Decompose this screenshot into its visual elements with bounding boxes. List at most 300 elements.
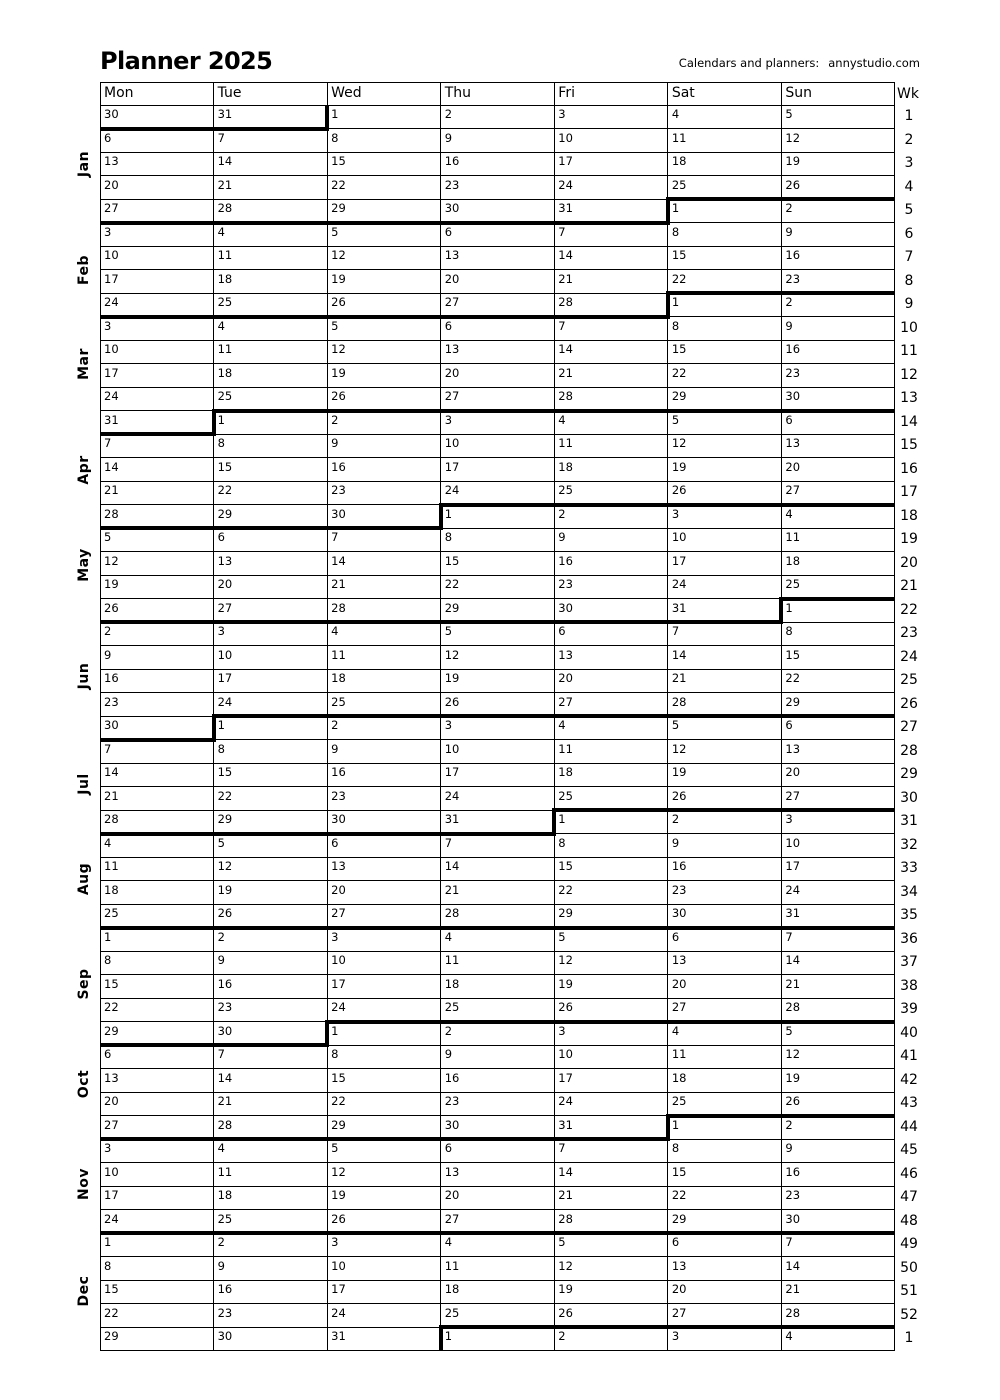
day-cell: 31 xyxy=(104,412,119,427)
day-cell: 19 xyxy=(671,459,687,474)
day-cell: 19 xyxy=(785,154,801,168)
day-cell: 24 xyxy=(671,577,687,591)
month-boundary-bottom xyxy=(100,1137,670,1141)
day-cell: 20 xyxy=(785,765,801,779)
day-cell: 7 xyxy=(558,224,566,239)
day-cell: 17 xyxy=(331,976,346,991)
day-cell: 30 xyxy=(217,1329,233,1343)
day-cell: 18 xyxy=(217,365,233,380)
day-cell: 18 xyxy=(217,1188,233,1202)
day-cell: 27 xyxy=(444,389,460,403)
day-cell: 11 xyxy=(217,342,233,356)
day-cell: 1 xyxy=(331,107,339,121)
day-cell: 20 xyxy=(444,365,460,380)
day-cell: 7 xyxy=(331,530,339,544)
day-cell: 20 xyxy=(104,1094,119,1108)
month-label-aug: Aug xyxy=(76,862,92,896)
month-label-may: May xyxy=(76,548,92,582)
day-cell: 18 xyxy=(217,271,233,286)
grid-line-horizontal xyxy=(100,481,895,482)
day-cell: 4 xyxy=(444,1235,453,1249)
day-cell: 20 xyxy=(558,671,573,685)
month-boundary-bottom xyxy=(100,221,670,225)
grid-line-horizontal xyxy=(100,739,895,740)
day-cell: 25 xyxy=(671,177,687,192)
day-cell: 24 xyxy=(444,483,460,497)
day-cell: 2 xyxy=(444,1023,453,1038)
day-cell: 23 xyxy=(785,365,801,380)
day-cell: 5 xyxy=(217,835,225,850)
day-cell: 17 xyxy=(558,1070,573,1085)
day-cell: 31 xyxy=(785,906,801,920)
day-cell: 17 xyxy=(558,154,573,168)
day-cell: 18 xyxy=(104,882,119,897)
week-number: 25 xyxy=(900,672,918,688)
day-cell: 30 xyxy=(444,201,460,215)
week-number: 49 xyxy=(900,1236,918,1252)
week-number: 1 xyxy=(904,108,914,124)
day-cell: 26 xyxy=(785,1094,801,1108)
grid-line-horizontal xyxy=(100,457,895,458)
week-number: 50 xyxy=(900,1259,918,1276)
grid-line-horizontal xyxy=(100,175,895,176)
day-cell: 15 xyxy=(671,342,687,356)
day-cell: 14 xyxy=(558,1164,573,1179)
day-cell: 27 xyxy=(444,295,460,309)
day-cell: 13 xyxy=(444,1164,460,1179)
day-cell: 22 xyxy=(671,365,687,380)
day-cell: 6 xyxy=(558,624,566,638)
day-cell: 28 xyxy=(217,201,233,215)
month-label-dec: Dec xyxy=(76,1275,92,1307)
day-cell: 29 xyxy=(331,201,346,215)
day-cell: 4 xyxy=(671,107,680,121)
day-cell: 24 xyxy=(104,1211,119,1226)
day-cell: 17 xyxy=(217,671,233,685)
day-cell: 9 xyxy=(671,835,680,850)
day-cell: 1 xyxy=(444,506,453,521)
day-cell: 18 xyxy=(671,1070,687,1085)
week-number: 12 xyxy=(900,366,918,383)
day-cell: 17 xyxy=(785,859,801,873)
day-cell: 10 xyxy=(331,953,346,967)
day-cell: 2 xyxy=(671,812,680,826)
day-cell: 21 xyxy=(671,671,687,685)
week-number: 28 xyxy=(900,742,918,759)
week-number: 46 xyxy=(900,1165,918,1182)
day-cell: 13 xyxy=(671,1258,687,1273)
day-cell: 10 xyxy=(785,835,801,850)
month-boundary-top xyxy=(439,503,895,507)
grid-line-horizontal xyxy=(100,575,895,576)
week-number: 21 xyxy=(900,578,918,594)
day-cell: 3 xyxy=(671,1329,680,1343)
day-cell: 17 xyxy=(444,459,460,474)
day-cell: 12 xyxy=(331,248,346,262)
day-cell: 11 xyxy=(104,859,119,873)
week-number: 8 xyxy=(904,272,914,289)
day-cell: 1 xyxy=(217,718,225,732)
day-cell: 3 xyxy=(104,1141,112,1155)
day-cell: 19 xyxy=(785,1070,801,1085)
day-cell: 8 xyxy=(217,741,225,756)
week-number: 14 xyxy=(900,413,918,430)
week-number: 39 xyxy=(900,1001,918,1017)
week-number: 44 xyxy=(900,1118,918,1135)
day-cell: 11 xyxy=(785,530,801,544)
day-cell: 3 xyxy=(104,224,112,239)
day-cell: 14 xyxy=(104,459,119,474)
grid-line-horizontal xyxy=(100,1280,895,1281)
day-cell: 5 xyxy=(785,107,793,121)
day-cell: 22 xyxy=(671,1188,687,1202)
day-cell: 16 xyxy=(331,459,346,474)
day-cell: 20 xyxy=(104,177,119,192)
day-cell: 4 xyxy=(217,318,225,333)
credit-link[interactable]: annystudio.com xyxy=(828,56,920,70)
day-cell: 8 xyxy=(671,1141,680,1155)
day-cell: 21 xyxy=(785,976,801,991)
month-boundary-top xyxy=(666,1114,895,1118)
day-cell: 6 xyxy=(217,530,225,544)
day-cell: 13 xyxy=(785,436,801,450)
grid-line-horizontal xyxy=(100,669,895,670)
day-cell: 16 xyxy=(444,1070,460,1085)
day-cell: 20 xyxy=(444,1188,460,1202)
day-cell: 28 xyxy=(785,1305,801,1320)
day-cell: 30 xyxy=(217,1023,233,1038)
week-number: 4 xyxy=(904,178,914,195)
day-cell: 25 xyxy=(558,483,573,497)
day-cell: 24 xyxy=(104,389,119,403)
day-cell: 4 xyxy=(785,1329,793,1343)
day-cell: 25 xyxy=(217,1211,233,1226)
day-cell: 16 xyxy=(331,765,346,779)
day-cell: 3 xyxy=(331,929,339,944)
day-cell: 21 xyxy=(217,1094,233,1108)
day-cell: 8 xyxy=(558,835,566,850)
day-cell: 26 xyxy=(331,295,346,309)
day-cell: 1 xyxy=(671,201,680,215)
month-boundary-bottom xyxy=(100,315,670,319)
week-number: 31 xyxy=(900,813,918,829)
day-cell: 9 xyxy=(331,436,339,450)
day-cell: 8 xyxy=(331,1047,339,1061)
day-cell: 9 xyxy=(104,647,112,662)
day-cell: 1 xyxy=(671,1117,680,1132)
day-cell: 31 xyxy=(558,1117,573,1132)
day-cell: 5 xyxy=(104,530,112,544)
day-cell: 31 xyxy=(671,600,687,615)
day-cell: 13 xyxy=(671,953,687,967)
day-cell: 21 xyxy=(558,1188,573,1202)
day-cell: 7 xyxy=(558,1141,566,1155)
day-cell: 15 xyxy=(331,154,346,168)
day-cell: 10 xyxy=(444,741,460,756)
day-cell: 25 xyxy=(444,1000,460,1014)
week-number: 29 xyxy=(900,766,918,782)
day-cell: 13 xyxy=(785,741,801,756)
day-cell: 16 xyxy=(558,553,573,568)
credit-line xyxy=(679,56,920,70)
grid-line-horizontal xyxy=(100,269,895,270)
month-boundary-bottom xyxy=(100,738,216,742)
day-cell: 3 xyxy=(785,812,793,826)
day-cell: 20 xyxy=(671,1282,687,1296)
day-cell: 13 xyxy=(104,154,119,168)
grid-line-horizontal xyxy=(100,1209,895,1210)
day-cell: 4 xyxy=(331,624,339,638)
day-cell: 18 xyxy=(444,976,460,991)
day-cell: 4 xyxy=(558,412,566,427)
grid-line-horizontal xyxy=(100,246,895,247)
day-cell: 25 xyxy=(785,577,801,591)
day-cell: 12 xyxy=(671,436,687,450)
day-cell: 12 xyxy=(331,1164,346,1179)
day-cell: 23 xyxy=(331,483,346,497)
day-cell: 16 xyxy=(785,248,801,262)
week-number: 16 xyxy=(900,460,918,477)
day-cell: 21 xyxy=(444,882,460,897)
week-number: 47 xyxy=(900,1189,918,1205)
day-cell: 20 xyxy=(671,976,687,991)
day-cell: 30 xyxy=(558,600,573,615)
day-cell: 16 xyxy=(671,859,687,873)
day-cell: 24 xyxy=(785,882,801,897)
day-cell: 20 xyxy=(444,271,460,286)
day-cell: 6 xyxy=(785,718,793,732)
day-cell: 19 xyxy=(558,976,573,991)
day-cell: 5 xyxy=(558,1235,566,1249)
month-boundary-bottom xyxy=(100,620,783,624)
day-cell: 21 xyxy=(217,177,233,192)
day-cell: 21 xyxy=(558,365,573,380)
day-cell: 24 xyxy=(217,694,233,709)
grid-line-horizontal xyxy=(100,974,895,975)
month-boundary-top xyxy=(100,926,895,930)
week-number: 34 xyxy=(900,883,918,900)
day-cell: 25 xyxy=(558,788,573,803)
day-cell: 27 xyxy=(558,694,573,709)
day-cell: 10 xyxy=(104,1164,119,1179)
day-header-wed: Wed xyxy=(331,85,362,101)
day-cell: 17 xyxy=(331,1282,346,1296)
day-cell: 27 xyxy=(444,1211,460,1226)
day-cell: 12 xyxy=(217,859,233,873)
grid-line-horizontal xyxy=(100,598,895,599)
month-label-mar: Mar xyxy=(76,348,92,380)
day-cell: 3 xyxy=(444,718,453,732)
day-cell: 7 xyxy=(217,130,225,145)
week-number: 5 xyxy=(904,202,914,218)
day-cell: 29 xyxy=(558,906,573,920)
day-cell: 14 xyxy=(331,553,346,568)
grid-border-bottom xyxy=(100,1350,895,1351)
week-number: 43 xyxy=(900,1095,918,1111)
day-cell: 2 xyxy=(331,412,339,427)
day-cell: 4 xyxy=(217,1141,225,1155)
day-cell: 1 xyxy=(558,812,566,826)
day-cell: 10 xyxy=(104,342,119,356)
day-cell: 10 xyxy=(217,647,233,662)
month-boundary-top xyxy=(439,1325,895,1329)
month-boundary-bottom xyxy=(100,432,216,436)
day-cell: 14 xyxy=(217,1070,233,1085)
day-cell: 29 xyxy=(104,1023,119,1038)
day-cell: 18 xyxy=(671,154,687,168)
week-number: 9 xyxy=(904,296,914,312)
day-header-mon: Mon xyxy=(104,85,134,101)
month-boundary-top xyxy=(552,808,895,812)
day-cell: 15 xyxy=(671,1164,687,1179)
day-cell: 21 xyxy=(331,577,346,591)
day-cell: 27 xyxy=(671,1305,687,1320)
week-number: 27 xyxy=(900,719,918,735)
day-cell: 22 xyxy=(217,788,233,803)
day-cell: 1 xyxy=(104,929,112,944)
day-cell: 15 xyxy=(785,647,801,662)
day-cell: 4 xyxy=(444,929,453,944)
day-cell: 18 xyxy=(558,765,573,779)
day-cell: 17 xyxy=(444,765,460,779)
month-label-oct: Oct xyxy=(76,1069,92,1099)
day-cell: 3 xyxy=(671,506,680,521)
month-label-feb: Feb xyxy=(76,254,92,286)
day-cell: 29 xyxy=(785,694,801,709)
day-cell: 11 xyxy=(671,1047,687,1061)
day-cell: 1 xyxy=(217,412,225,427)
day-cell: 7 xyxy=(217,1047,225,1061)
day-cell: 25 xyxy=(331,694,346,709)
day-cell: 28 xyxy=(331,600,346,615)
day-cell: 18 xyxy=(785,553,801,568)
grid-line-horizontal xyxy=(100,1162,895,1163)
day-cell: 25 xyxy=(444,1305,460,1320)
day-cell: 8 xyxy=(331,130,339,145)
week-number: 7 xyxy=(904,249,914,265)
day-cell: 2 xyxy=(104,624,112,638)
credit-label: Calendars and planners: xyxy=(678,56,820,70)
day-cell: 21 xyxy=(104,788,119,803)
day-cell: 17 xyxy=(104,271,119,286)
day-cell: 29 xyxy=(444,600,460,615)
day-cell: 9 xyxy=(217,953,225,967)
day-cell: 13 xyxy=(217,553,233,568)
day-cell: 26 xyxy=(217,906,233,920)
day-cell: 16 xyxy=(785,342,801,356)
month-boundary-bottom xyxy=(100,1043,329,1047)
week-number: 35 xyxy=(900,907,918,923)
day-cell: 9 xyxy=(331,741,339,756)
day-cell: 3 xyxy=(217,624,225,638)
day-cell: 28 xyxy=(785,1000,801,1014)
day-cell: 5 xyxy=(671,718,680,732)
month-boundary-bottom xyxy=(100,832,556,836)
day-cell: 1 xyxy=(444,1329,453,1343)
day-cell: 9 xyxy=(444,1047,453,1061)
day-cell: 13 xyxy=(444,342,460,356)
day-cell: 10 xyxy=(104,248,119,262)
day-cell: 27 xyxy=(217,600,233,615)
day-cell: 20 xyxy=(331,882,346,897)
day-cell: 23 xyxy=(785,1188,801,1202)
day-cell: 26 xyxy=(671,483,687,497)
day-header-tue: Tue xyxy=(217,85,242,101)
day-cell: 23 xyxy=(104,694,119,709)
day-cell: 10 xyxy=(331,1258,346,1273)
day-cell: 11 xyxy=(217,1164,233,1179)
day-cell: 15 xyxy=(558,859,573,873)
day-cell: 22 xyxy=(331,177,346,192)
week-number: 36 xyxy=(900,930,918,947)
month-boundary-bottom xyxy=(100,127,329,131)
week-number: 48 xyxy=(900,1212,918,1229)
day-cell: 24 xyxy=(444,788,460,803)
day-cell: 5 xyxy=(785,1023,793,1038)
day-cell: 30 xyxy=(331,506,346,521)
month-boundary-vertical xyxy=(439,1325,443,1351)
day-cell: 6 xyxy=(331,835,339,850)
day-cell: 15 xyxy=(331,1070,346,1085)
day-cell: 24 xyxy=(558,1094,573,1108)
month-label-nov: Nov xyxy=(76,1168,92,1200)
grid-line-horizontal xyxy=(100,1092,895,1093)
day-cell: 10 xyxy=(671,530,687,544)
day-cell: 11 xyxy=(444,1258,460,1273)
day-cell: 2 xyxy=(331,718,339,732)
day-cell: 15 xyxy=(217,765,233,779)
day-cell: 13 xyxy=(558,647,573,662)
day-cell: 2 xyxy=(444,107,453,121)
day-cell: 10 xyxy=(558,1047,573,1061)
day-cell: 21 xyxy=(558,271,573,286)
week-number: 26 xyxy=(900,695,918,712)
day-cell: 10 xyxy=(558,130,573,145)
grid-line-horizontal xyxy=(100,763,895,764)
day-cell: 8 xyxy=(671,224,680,239)
day-cell: 30 xyxy=(331,812,346,826)
day-cell: 22 xyxy=(104,1305,119,1320)
day-cell: 14 xyxy=(671,647,687,662)
day-cell: 27 xyxy=(785,483,801,497)
day-cell: 3 xyxy=(444,412,453,427)
day-cell: 26 xyxy=(444,694,460,709)
day-cell: 9 xyxy=(785,1141,793,1155)
day-cell: 4 xyxy=(785,506,793,521)
day-cell: 18 xyxy=(558,459,573,474)
day-cell: 24 xyxy=(331,1000,346,1014)
day-cell: 17 xyxy=(104,1188,119,1202)
week-number: 33 xyxy=(900,860,918,876)
day-cell: 1 xyxy=(104,1235,112,1249)
week-number: 11 xyxy=(900,343,918,359)
day-cell: 18 xyxy=(331,671,346,685)
week-number: 6 xyxy=(904,225,914,242)
day-cell: 7 xyxy=(785,1235,793,1249)
day-cell: 9 xyxy=(558,530,566,544)
day-cell: 8 xyxy=(104,953,112,967)
day-cell: 17 xyxy=(104,365,119,380)
month-boundary-top xyxy=(666,197,895,201)
month-label-sep: Sep xyxy=(76,968,92,1000)
day-cell: 4 xyxy=(217,224,225,239)
day-cell: 22 xyxy=(671,271,687,286)
day-cell: 6 xyxy=(671,1235,680,1249)
grid-line-horizontal xyxy=(100,998,895,999)
day-cell: 16 xyxy=(444,154,460,168)
day-cell: 22 xyxy=(785,671,801,685)
month-boundary-top xyxy=(212,714,895,718)
